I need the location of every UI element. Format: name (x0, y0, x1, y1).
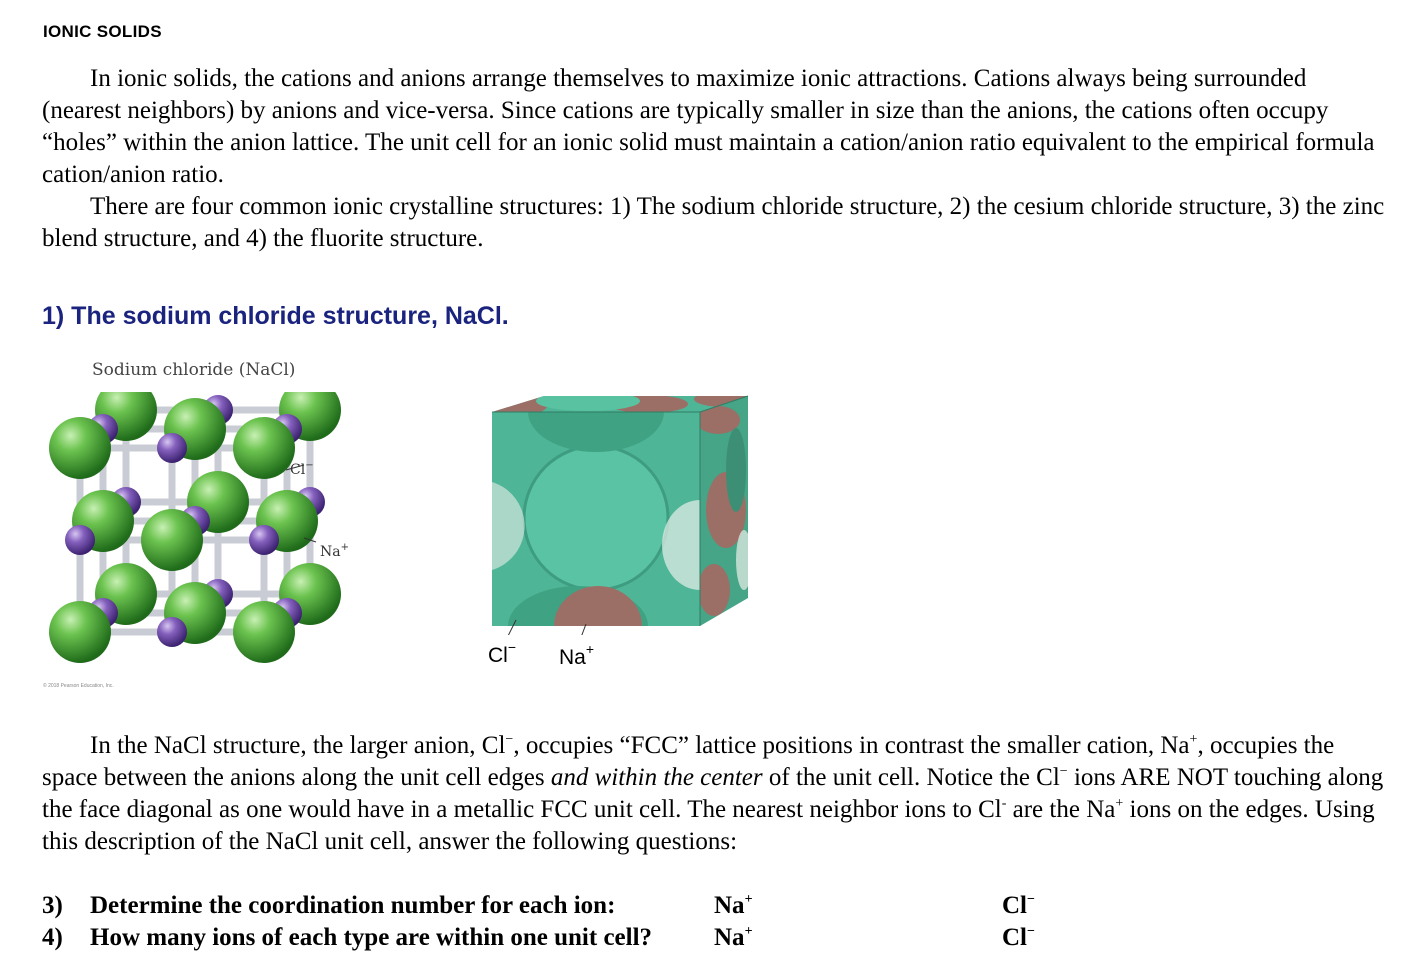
description-text (42, 730, 1387, 858)
chloride-ion (49, 417, 111, 479)
chloride-ion (49, 601, 111, 663)
question-na-label: Na+ (714, 924, 753, 951)
chloride-ion (141, 509, 203, 571)
lattice-na-label: Na+ (320, 542, 349, 560)
intro-paragraph-1: In ionic solids, the cations and anions arrange themselves to maximize ionic attractions. Cations always being surrounded (nearest neighbors) by anions and vice-versa. Since cations are typically smaller in size than the anions, the cations often occupy “holes” within the anion lattice. The unit cell for an ionic solid must maintain a cation/anion ratio equivalent to the empirical formula cation/anion ratio. (42, 65, 1375, 188)
question-na-label: Na+ (714, 892, 753, 919)
sodium-ion (157, 433, 187, 463)
nacl-lattice-diagram (42, 392, 362, 677)
section-label: IONIC SOLIDS (43, 22, 162, 41)
sodium-ion (249, 525, 279, 555)
section-heading: 1) The sodium chloride structure, NaCl. (42, 302, 509, 330)
nacl-unit-cell-diagram (488, 390, 758, 635)
intro-paragraph-2: There are four common ionic crystalline structures: 1) The sodium chloride structure, 2) the cesium chloride structure, 3) the zinc blend structure, and 4) the fluorite structure. (42, 193, 1385, 252)
chloride-ion (233, 417, 295, 479)
lattice-cl-label: Cl− (290, 460, 314, 478)
cube-na-label: Na+ (559, 641, 595, 669)
figure-copyright: © 2018 Pearson Education, Inc. (43, 683, 114, 689)
sodium-ion (65, 525, 95, 555)
nacl-lattice-figure (42, 392, 362, 682)
cube-cl-label: Cl− (488, 639, 517, 667)
sodium-ion (157, 617, 187, 647)
figure-caption: Sodium chloride (NaCl) (92, 360, 296, 380)
question-cl-label: Cl− (1002, 924, 1035, 951)
intro-text (42, 63, 1387, 255)
description-paragraph: In the NaCl structure, the larger anion, Cl−, occupies “FCC” lattice positions in contrast the smaller cation, Na+, occupies the space between the anions along the unit cell edges and within the center of the unit cell. Notice the Cl− ions ARE NOT touching along the face diagonal as one would have in a metallic FCC unit cell. The nearest neighbor ions to Cl- are the Na+ ions on the edges. Using this description of the NaCl unit cell, answer the following questions: (42, 732, 1384, 855)
nacl-unit-cell-figure (488, 390, 758, 640)
chloride-ion (233, 601, 295, 663)
question-number: 4) (42, 924, 63, 951)
question-text: Determine the coordination number for each ion: (90, 892, 616, 919)
question-cl-label: Cl− (1002, 892, 1035, 919)
question-number: 3) (42, 892, 63, 919)
question-text: How many ions of each type are within one unit cell? (90, 924, 653, 951)
